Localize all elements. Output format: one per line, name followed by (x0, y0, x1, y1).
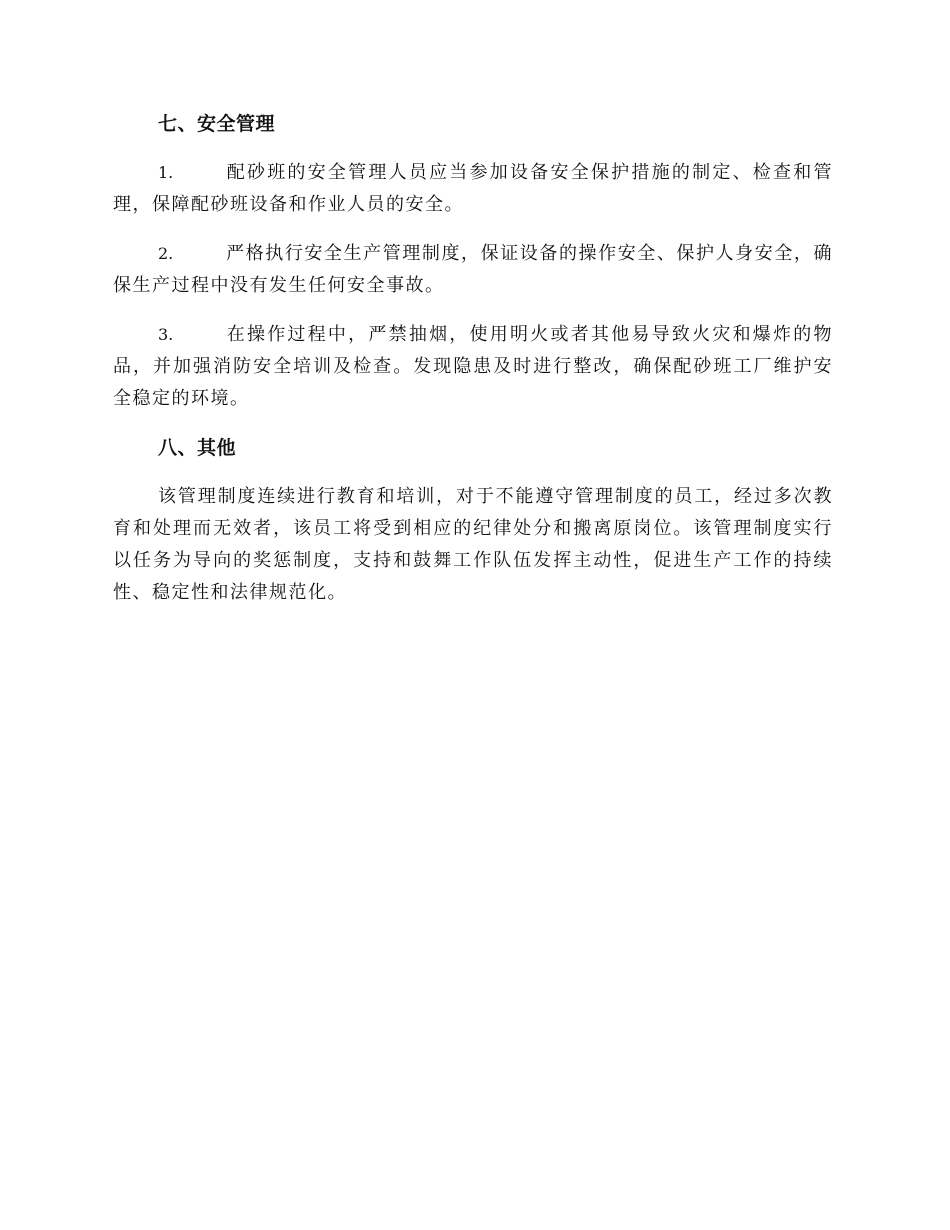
body-paragraph: 该管理制度连续进行教育和培训，对于不能遵守管理制度的员工，经过多次教育和处理而无效者，该员工将受到相应的纪律处分和搬离原岗位。该管理制度实行以任务为导向的奖惩制度，支持和鼓舞工作队伍发挥主动性，促进生产工作的持续性、稳定性和法律规范化。 (113, 486, 833, 603)
list-item-number: 3. (158, 325, 174, 344)
list-item-text: 配砂班的安全管理人员应当参加设备安全保护措施的制定、检查和管理，保障配砂班设备和作业人员的安全。 (113, 162, 833, 215)
list-item-text: 严格执行安全生产管理制度，保证设备的操作安全、保护人身安全，确保生产过程中没有发生任何安全事故。 (113, 243, 833, 296)
list-item-3 (113, 319, 833, 415)
list-item-1 (113, 157, 833, 221)
list-item-text: 在操作过程中，严禁抽烟，使用明火或者其他易导致火灾和爆炸的物品，并加强消防安全培训及检查。发现隐患及时进行整改，确保配砂班工厂维护安全稳定的环境。 (113, 324, 833, 409)
section-heading-safety: 七、安全管理 (158, 113, 276, 135)
section-heading-other: 八、其他 (158, 437, 237, 459)
list-item-2 (113, 238, 833, 302)
list-item-number: 1. (158, 163, 174, 182)
list-item-number: 2. (158, 244, 174, 263)
document-content (113, 108, 833, 626)
